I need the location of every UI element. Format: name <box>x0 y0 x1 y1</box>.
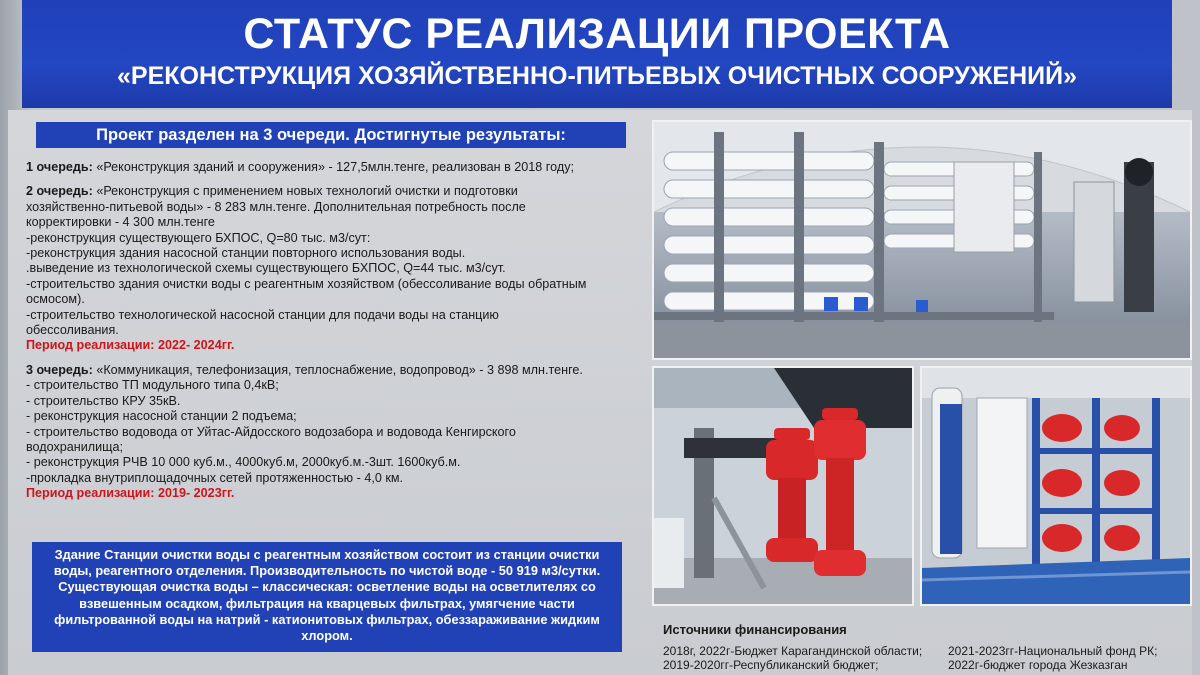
info-line: Здание Станции очистки воды с реагентным хозяйством состоит из станции очистки <box>54 547 600 562</box>
content-board <box>8 110 1192 675</box>
info-line: хлором. <box>301 628 353 644</box>
stage2-period: Период реализации: 2022- 2024гг. <box>26 338 235 353</box>
stage2-line: .выведение из технологической схемы существующего БХПОС, Q=44 тыс. м3/сут. <box>26 261 506 276</box>
stage3-line: - строительство водовода от Уйтас-Айдосского водозабора и водовода Кенгирского <box>26 424 516 439</box>
stage2-line: корректировки - 4 300 млн.тенге <box>26 215 215 230</box>
financing-left <box>663 644 922 672</box>
photo-dosing-skid <box>920 366 1192 606</box>
stage2-line: осмосом). <box>26 292 85 307</box>
results-text <box>26 160 624 502</box>
results-heading: Проект разделен на 3 очереди. Достигнутые результаты: <box>36 122 626 148</box>
financing-item: 2018г, 2022г-Бюджет Карагандинской области; <box>663 644 923 658</box>
station-info-box <box>32 542 622 652</box>
stage2-label: 2 очередь: <box>26 184 93 199</box>
photo-red-tanks <box>652 366 914 606</box>
stage1-label: 1 очередь: <box>26 160 93 174</box>
stage2-line: -строительство здания очистки воды с реагентным хозяйством (обессоливание воды обратным <box>26 276 587 291</box>
financing-item: 2021-2023гг-Национальный фонд РК; <box>948 644 1158 658</box>
stage3-line: - реконструкция РЧВ 10 000 куб.м., 4000куб.м, 2000куб.м.-3шт. 1600куб.м. <box>26 455 461 470</box>
stage3-line: - реконструкция насосной станции 2 подъема; <box>26 409 297 424</box>
stage1-text: «Реконструкция зданий и сооружения» - 127,5млн.тенге, реализован в 2018 году; <box>92 160 574 174</box>
page-subtitle: «РЕКОНСТРУКЦИЯ ХОЗЯЙСТВЕННО-ПИТЬЕВЫХ ОЧИСТНЫХ СООРУЖЕНИЙ» <box>117 62 1077 90</box>
red-tanks-illustration <box>654 368 912 604</box>
financing-item: 2019-2020гг-Республиканский бюджет; <box>663 658 879 672</box>
stage2-line: -реконструкция здания насосной станции повторного использования воды. <box>26 246 466 261</box>
stage3-label: 3 очередь: <box>26 362 93 377</box>
stage3-line: 3 очередь: «Коммуникация, телефонизация, теплоснабжение, водопровод» - 3 898 млн.тенге. <box>26 362 583 377</box>
info-line: Существующая очистка воды – классическая: осветление воды на осветлителях со <box>58 579 596 595</box>
info-line: воды, реагентного отделения. Производительность по чистой воде - 50 919 м3/сутки. <box>53 563 601 579</box>
stage3-line: - строительство КРУ 35кВ. <box>26 393 181 408</box>
stage3-line: водохранилища; <box>26 439 124 454</box>
financing-item: 2022г-бюджет города Жезказган <box>948 658 1128 672</box>
stage2-line: обессоливания. <box>26 323 119 338</box>
stage3-line: - строительство ТП модульного типа 0,4кВ; <box>26 378 279 393</box>
info-line: взвешенным осадком, фильтрация на кварцевых фильтрах, умягчение части <box>79 595 575 611</box>
header-banner <box>22 0 1172 108</box>
info-line: фильтрованной воды на натрий - катионитовых фильтрах, обеззараживание жидким <box>54 611 600 627</box>
stage2-line: 2 очередь: «Реконструкция с применением новых технологий очистки и подготовки <box>26 184 518 199</box>
stage2-line: -реконструкция существующего БХПОС, Q=80 тыс. м3/сут: <box>26 230 371 245</box>
stage3-line: -прокладка внутриплощадочных сетей протяженностью - 4,0 км. <box>26 470 403 485</box>
stage2-line: хозяйственно-питьевой воды» - 8 283 млн.тенге. Дополнительная потребность после <box>26 199 526 214</box>
stage2-line: -строительство технологической насосной станции для подачи воды на станцию <box>26 307 499 322</box>
financing-heading: Источники финансирования <box>663 622 847 637</box>
stage3-period: Период реализации: 2019- 2023гг. <box>26 486 235 501</box>
results-column <box>22 122 626 148</box>
photo-membrane-racks <box>652 120 1192 360</box>
dosing-skid-illustration <box>922 368 1190 604</box>
financing-right <box>948 644 1157 672</box>
membrane-racks-illustration <box>654 122 1190 358</box>
stage1-paragraph <box>26 160 624 175</box>
page-title: СТАТУС РЕАЛИЗАЦИИ ПРОЕКТА <box>243 10 951 58</box>
